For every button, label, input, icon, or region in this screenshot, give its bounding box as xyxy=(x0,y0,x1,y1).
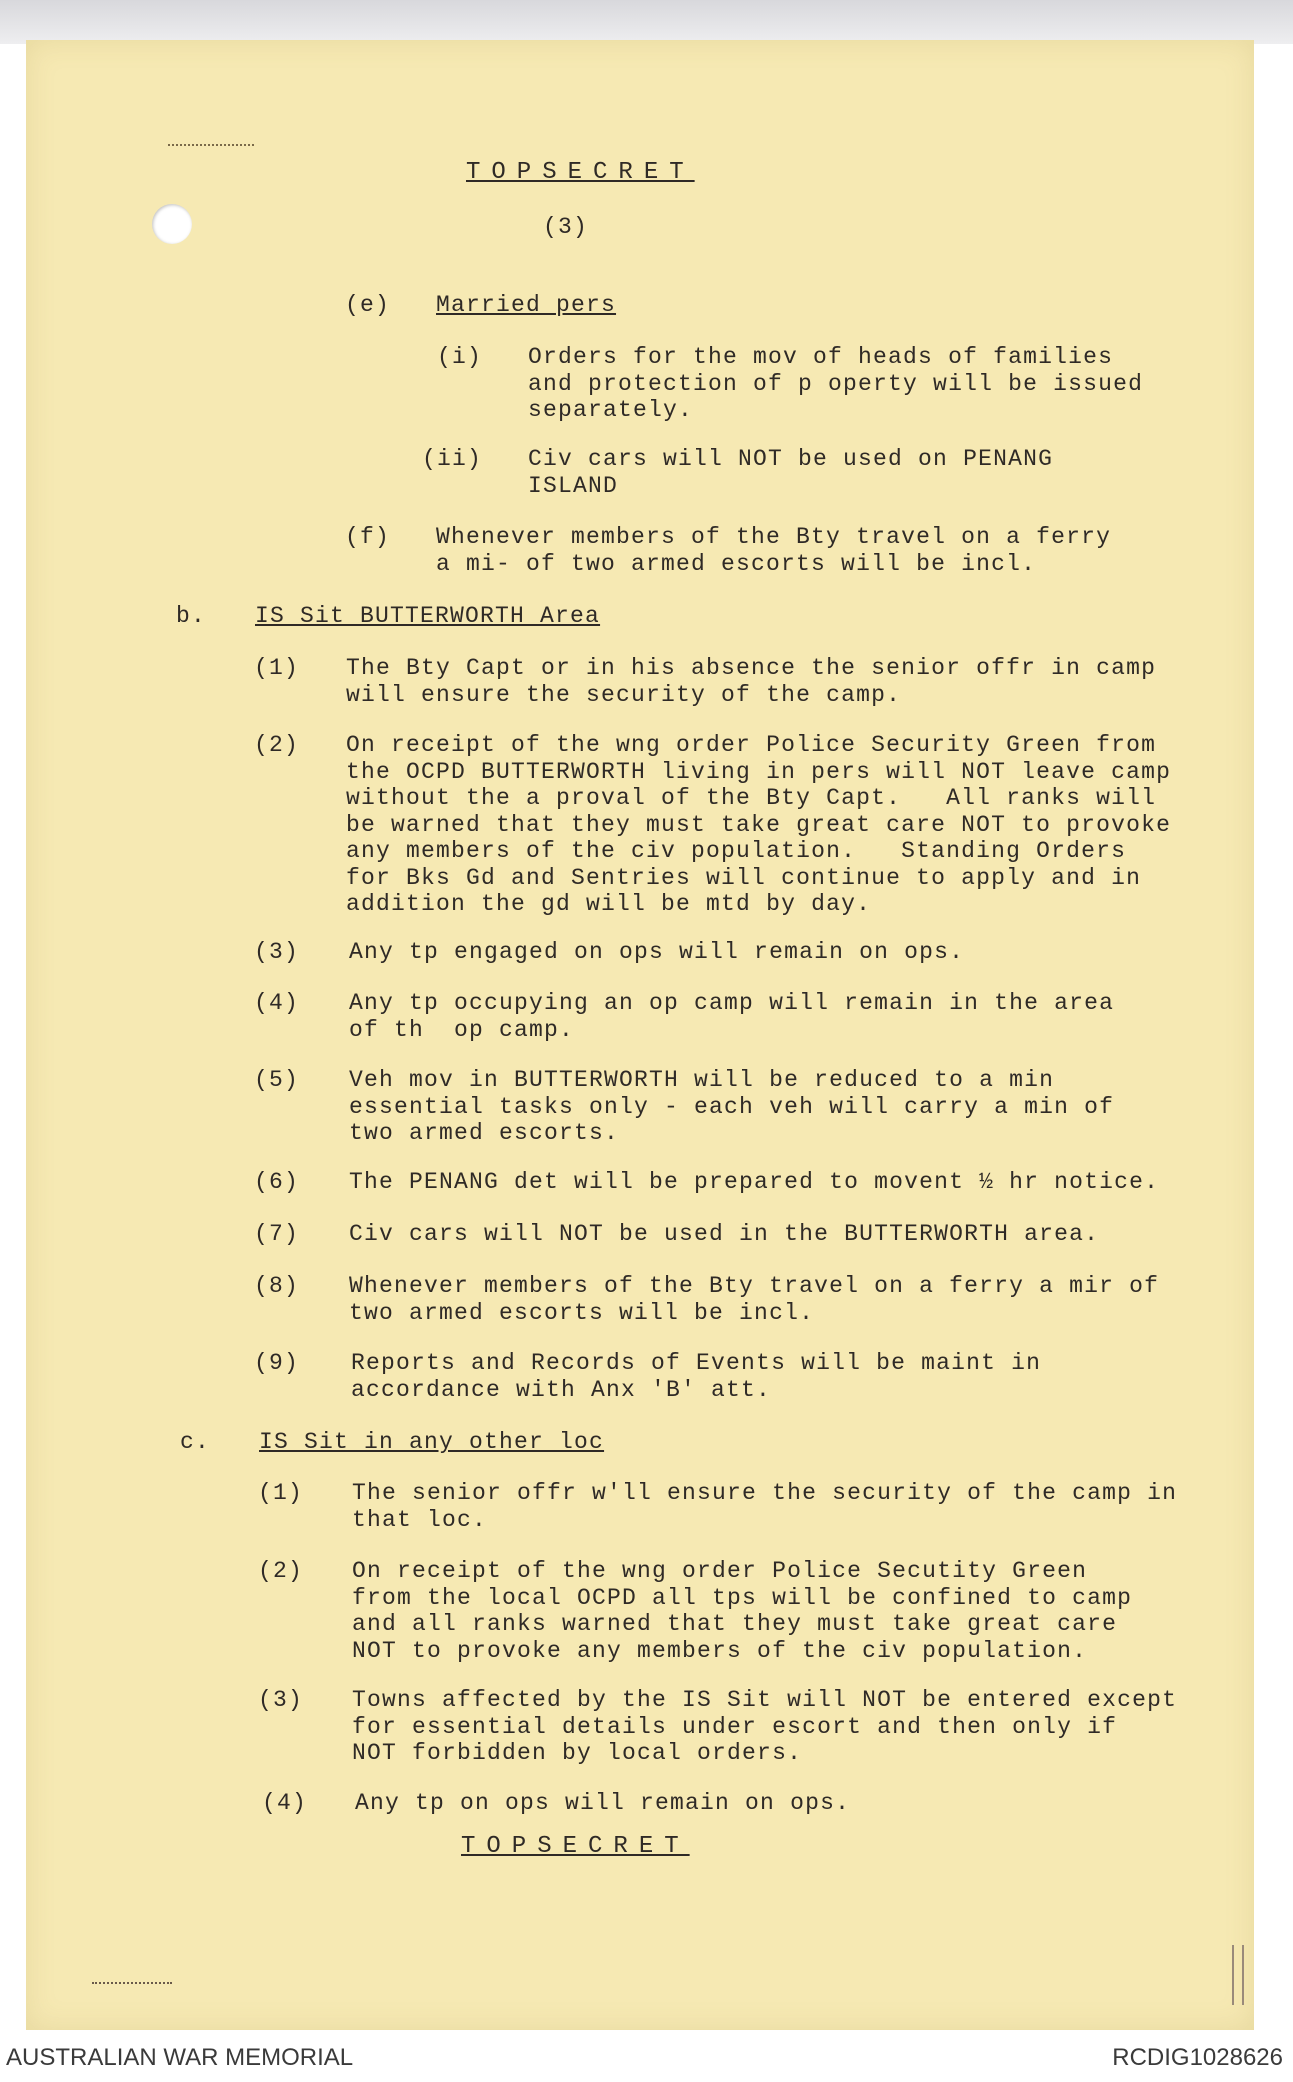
item-text: Towns affected by the IS Sit will NOT be entered except for essential details under escort and then only if NOT forbidden by local orders. xyxy=(352,1687,1178,1766)
item-text: Whenever members of the Bty travel on a ferry a mi- of two armed escorts will be incl. xyxy=(436,524,1112,577)
item-label: (i) xyxy=(437,344,483,370)
item-text: Civ cars will NOT be used on PENANG ISLAND xyxy=(528,446,1054,499)
item-label: (7) xyxy=(254,1221,300,1247)
item-label: (3) xyxy=(254,939,300,965)
security-classification-footer: TOPSECRET xyxy=(461,1833,690,1860)
margin-mark xyxy=(1232,1945,1244,2005)
item-label: (2) xyxy=(258,1558,304,1584)
item-text: Orders for the mov of heads of families and protection of p operty will be issued separately. xyxy=(528,344,1144,423)
item-text: On receipt of the wng order Police Security Green from the OCPD BUTTERWORTH living in pers will NOT leave camp without the a proval of the Bty Capt. All ranks will be warned that they must take great care NOT to provoke any members of the civ population. Standing Orders for Bks Gd and Sentries will continue to apply and in addition the gd will be mtd by day. xyxy=(346,732,1172,917)
item-label: (2) xyxy=(254,732,300,758)
staple-mark-bottom xyxy=(92,1982,172,1988)
item-label: (3) xyxy=(258,1687,304,1713)
item-text: Any tp engaged on ops will remain on ops. xyxy=(349,939,965,965)
item-text: The PENANG det will be prepared to movent ½ hr notice. xyxy=(349,1169,1160,1195)
item-label: (9) xyxy=(254,1350,300,1376)
item-label: (1) xyxy=(254,655,300,681)
staple-mark xyxy=(168,144,254,152)
item-text: On receipt of the wng order Police Secutity Green from the local OCPD all tps will be confined to camp and all ranks warned that they must take great care NOT to provoke any members of the civ population. xyxy=(352,1558,1133,1664)
item-label: (5) xyxy=(254,1067,300,1093)
archive-reference: RCDIG1028626 xyxy=(1112,2044,1283,2071)
security-classification-header: TOPSECRET xyxy=(466,159,695,186)
punch-hole xyxy=(152,204,192,244)
section-label: b. xyxy=(176,603,207,629)
section-heading-other-loc: IS Sit in any other loc xyxy=(259,1429,605,1455)
item-text: Any tp occupying an op camp will remain in the area of th op camp. xyxy=(349,990,1115,1043)
item-label: (e) xyxy=(345,292,391,318)
item-text: Whenever members of the Bty travel on a ferry a mir of two armed escorts will be incl. xyxy=(349,1273,1160,1326)
section-label: c. xyxy=(180,1429,211,1455)
page-number: (3) xyxy=(543,214,589,240)
item-text: The Bty Capt or in his absence the senior offr in camp will ensure the security of the camp. xyxy=(346,655,1157,708)
item-label: (4) xyxy=(254,990,300,1016)
section-heading-butterworth: IS Sit BUTTERWORTH Area xyxy=(255,603,601,629)
item-text: Reports and Records of Events will be maint in accordance with Anx 'B' att. xyxy=(351,1350,1042,1403)
item-label: (8) xyxy=(254,1273,300,1299)
archive-credit: AUSTRALIAN WAR MEMORIAL xyxy=(6,2044,354,2071)
item-text: Any tp on ops will remain on ops. xyxy=(355,1790,851,1816)
item-text: The senior offr w'll ensure the security of the camp in that loc. xyxy=(352,1480,1178,1533)
item-label: (6) xyxy=(254,1169,300,1195)
item-text: Civ cars will NOT be used in the BUTTERWORTH area. xyxy=(349,1221,1100,1247)
item-label: (4) xyxy=(262,1790,308,1816)
item-label: (ii) xyxy=(422,446,483,472)
item-text: Veh mov in BUTTERWORTH will be reduced to a min essential tasks only - each veh will carry a min of two armed escorts. xyxy=(349,1067,1115,1146)
item-label: (f) xyxy=(345,524,391,550)
scan-top-band xyxy=(0,0,1293,44)
item-label: (1) xyxy=(258,1480,304,1506)
subheading-married-pers: Married pers xyxy=(436,292,617,318)
